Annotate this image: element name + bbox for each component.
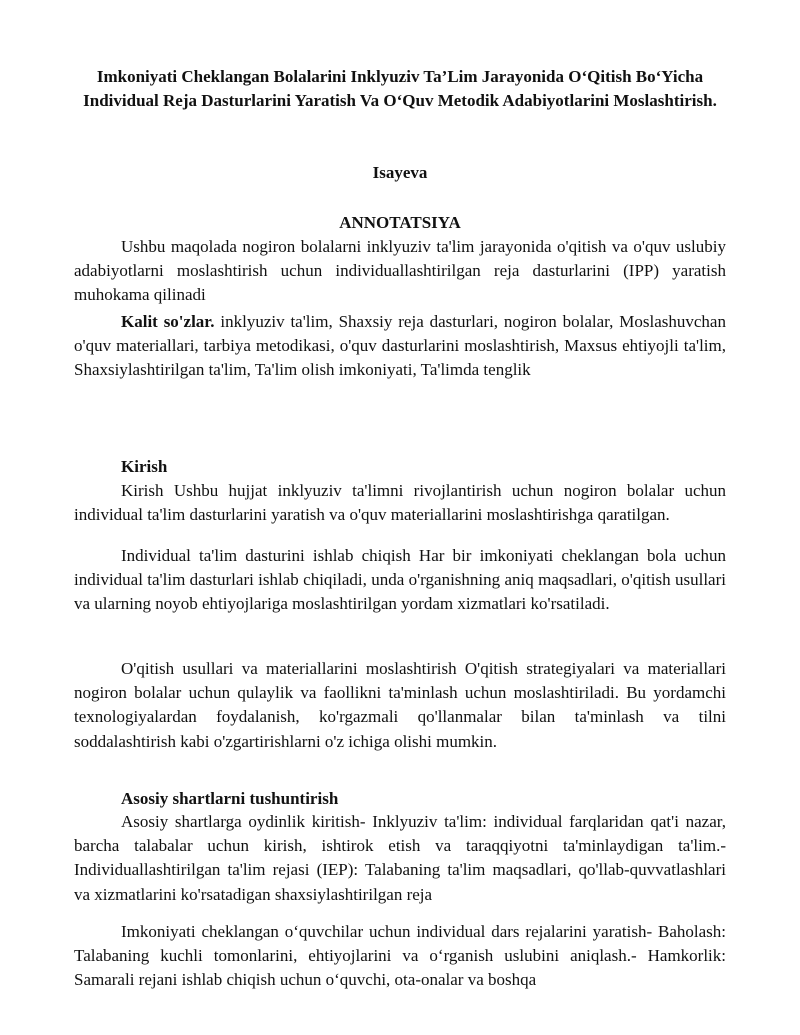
annotation-heading: ANNOTATSIYA bbox=[339, 213, 461, 232]
keywords-paragraph bbox=[74, 310, 726, 383]
intro-paragraph-3: O'qitish usullari va materiallarini moslashtirish O'qitish strategiyalari va materiallari nogiron bolalar uchun qulaylik va faollikni ta'minlash uchun moslashtiriladi. Bu yordamchi texnologiyalardan foydalanish, ko'rgazmali qo'llanmalar bilan ta'minlash va tilni soddalashtirish kabi o'zgartirishlarni o'z ichiga olishi mumkin. bbox=[74, 659, 726, 751]
keywords-text: inklyuziv ta'lim, Shaxsiy reja dasturlari, nogiron bolalar, Moslashuvchan o'quv materiallari, tarbiya metodikasi, o'quv dasturlarini moslashtirish, Maxsus ehtiyojli ta'lim, Shaxsiylashtirilgan ta'lim, Ta'lim olish imkoniyati, Ta'limda tenglik bbox=[74, 312, 726, 380]
intro-paragraph-1: Kirish Ushbu hujjat inklyuziv ta'limni rivojlantirish uchun nogiron bolalar uchun individual ta'lim dasturlarini yaratish va o'quv materiallarini moslashtirishga qaratilgan. bbox=[74, 481, 726, 525]
keywords-label: Kalit so'zlar. bbox=[121, 312, 215, 331]
document-title: Imkoniyati Cheklangan Bolalarini Inklyuziv Ta’Lim Jarayonida O‘Qitish Bo‘Yicha Individual Reja Dasturlarini Yaratish Va O‘Quv Metodik Adabiyotlarini Moslashtirish. bbox=[83, 67, 717, 110]
terms-paragraph-1: Asosiy shartlarga oydinlik kiritish- Inklyuziv ta'lim: individual farqlaridan qat'i nazar, barcha talabalar uchun kirish, ishtirok etish va taraqqiyotni ta'minlaydigan ta'lim.- Individuallashtirilgan ta'lim rejasi (IEP): Talabaning ta'lim maqsadlari, qo'llab-quvvatlashlari va xizmatlarini ko'rsatadigan shaxsiylashtirilgan reja bbox=[74, 812, 726, 904]
intro-heading: Kirish bbox=[121, 457, 168, 476]
terms-heading: Asosiy shartlarni tushuntirish bbox=[121, 789, 339, 808]
terms-paragraph-2: Imkoniyati cheklangan o‘quvchilar uchun individual dars rejalarini yaratish- Baholash: Talabaning kuchli tomonlarini, ehtiyojlarini va o‘rganish uslubini aniqlash.- Hamkorlik: Samarali rejani ishlab chiqish uchun o‘quvchi, ota-onalar va boshqa bbox=[74, 922, 726, 990]
intro-paragraph-2: Individual ta'lim dasturini ishlab chiqish Har bir imkoniyati cheklangan bola uchun individual ta'lim dasturlari ishlab chiqiladi, unda o'rganishning aniq maqsadlari, o'qitish usullari va ularning noyob ehtiyojlariga moslashtirilgan yordam xizmatlari ko'rsatiladi. bbox=[74, 546, 726, 614]
annotation-paragraph: Ushbu maqolada nogiron bolalarni inklyuziv ta'lim jarayonida o'qitish va o'quv uslubiy adabiyotlarni moslashtirish uchun individuallashtirilgan reja dasturlarini (IPP) yaratish muhokama qilinadi bbox=[74, 237, 726, 305]
author-name: Isayeva bbox=[372, 163, 428, 182]
